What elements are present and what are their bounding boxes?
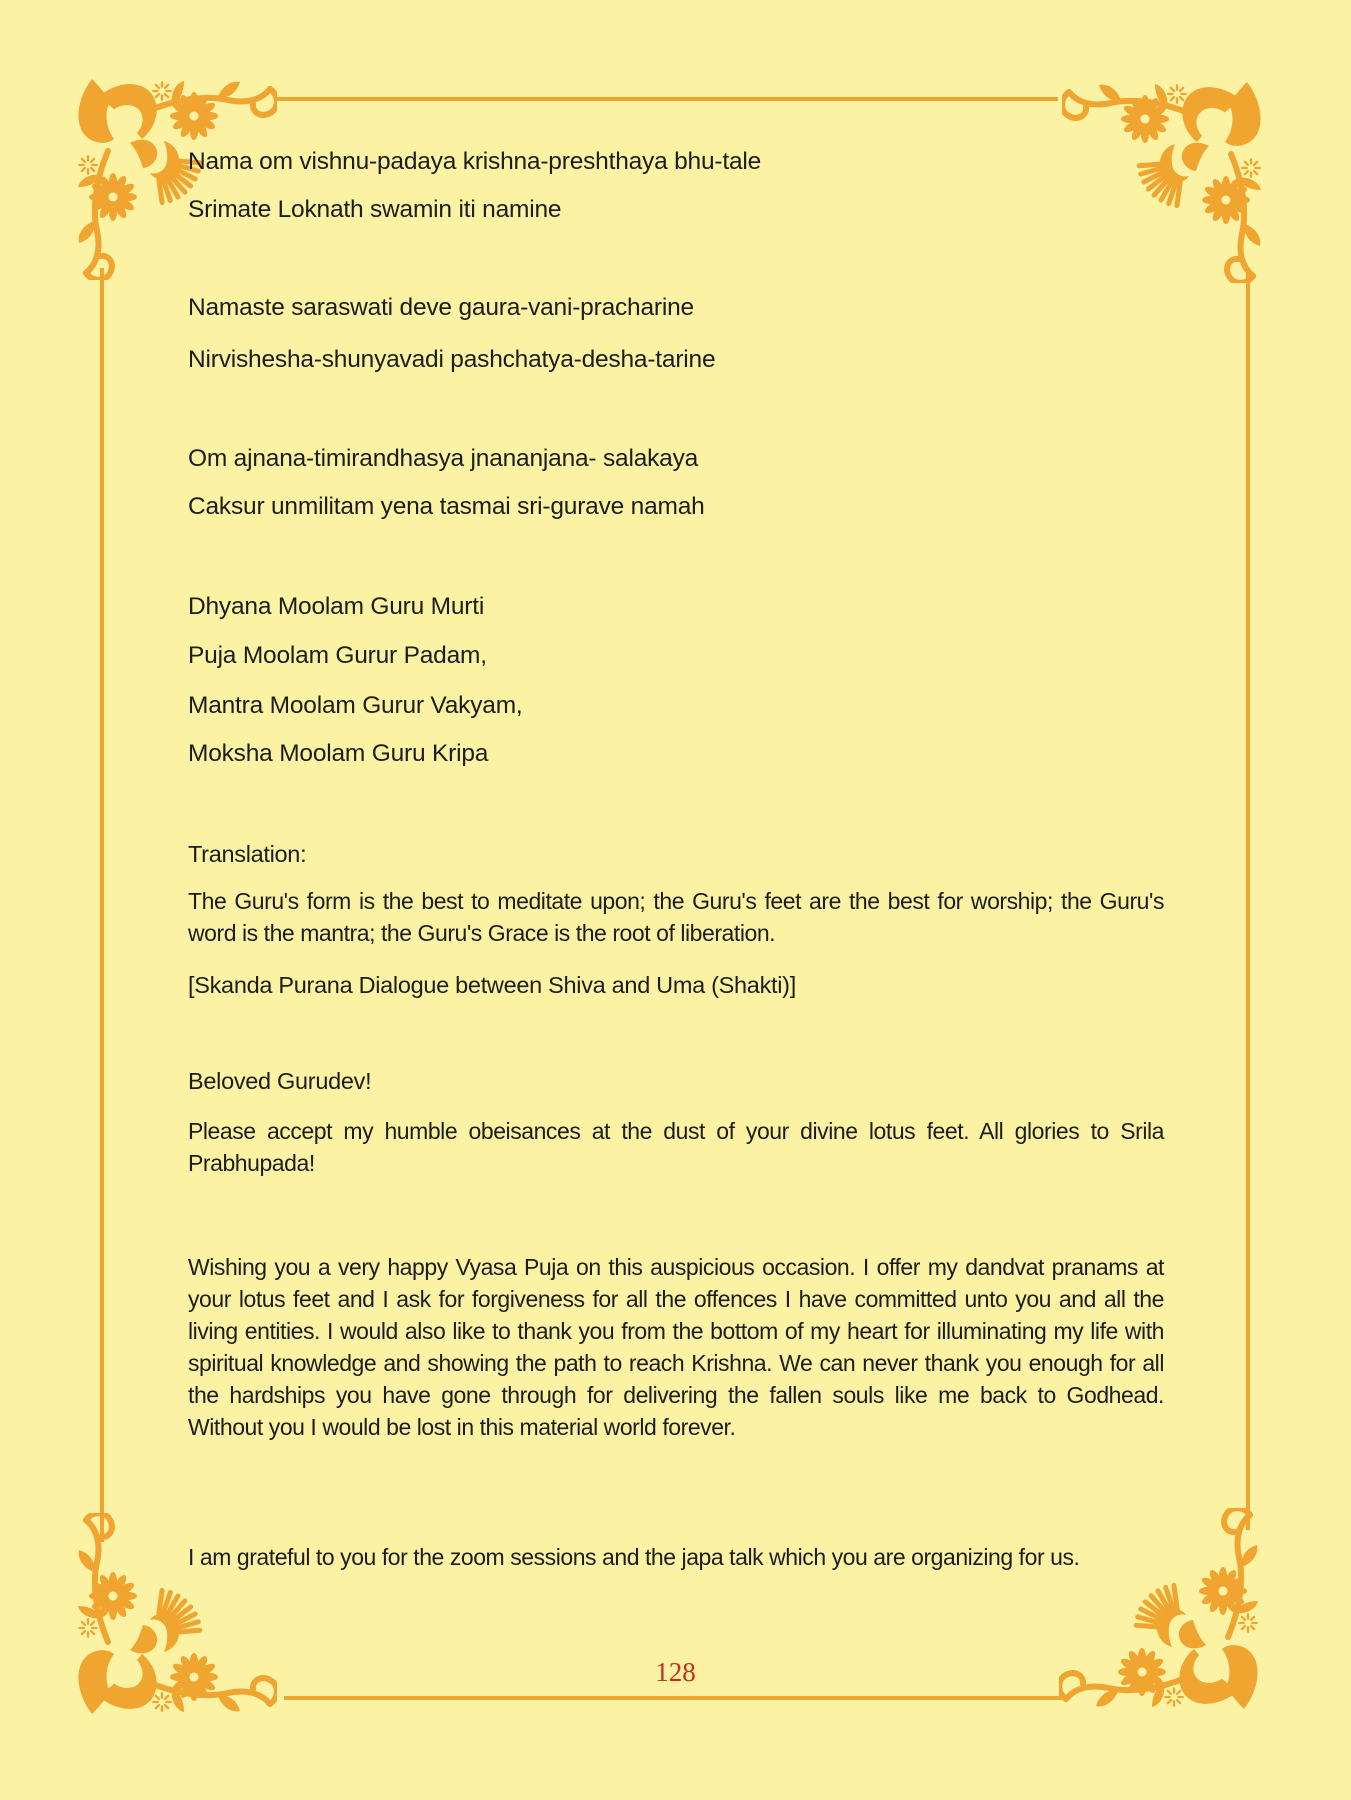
translation-body: The Guru's form is the best to meditate upon; the Guru's feet are the best for worship; the Guru's word is the mantra; the Guru's Grace is the root of liberation. <box>188 888 1164 946</box>
verse-line: Caksur unmilitam yena tasmai sri-gurave namah <box>188 493 705 520</box>
frame-border-bottom <box>284 1696 1070 1700</box>
verse-line: Mantra Moolam Gurur Vakyam, <box>188 692 523 719</box>
frame-border-right <box>1246 268 1250 1530</box>
offering-paragraph: Wishing you a very happy Vyasa Puja on this auspicious occasion. I offer my dandvat pranams at your lotus feet and I ask for forgiveness for all the offences I have committed unto you and all the living entities. I would also like to thank you from the bottom of my heart for illuminating my life with spiritual knowledge and showing the path to reach Krishna. We can never thank you enough for all the hardships you have gone through for delivering the fallen souls like me back to Godhead. Without you I would be lost in this material world forever. <box>188 1254 1164 1440</box>
verse-line: Puja Moolam Gurur Padam, <box>188 642 487 669</box>
salutation: Beloved Gurudev! <box>188 1068 372 1094</box>
verse-line: Nirvishesha-shunyavadi pashchatya-desha-tarine <box>188 346 716 373</box>
verse-line: Moksha Moolam Guru Kripa <box>188 740 489 767</box>
page-number: 128 <box>655 1657 696 1687</box>
verse-line: Om ajnana-timirandhasya jnananjana- salakaya <box>188 445 699 472</box>
frame-border-top <box>277 97 1058 101</box>
frame-border-left <box>100 268 104 1542</box>
translation-source: [Skanda Purana Dialogue between Shiva and Uma (Shakti)] <box>188 972 796 998</box>
verse-line: Dhyana Moolam Guru Murti <box>188 593 485 620</box>
floral-corner-ornament-top-right <box>1062 78 1267 283</box>
gratitude-paragraph: I am grateful to you for the zoom sessions and the japa talk which you are organizing for us. <box>188 1544 1080 1570</box>
verse-line: Namaste saraswati deve gaura-vani-pracharine <box>188 294 694 321</box>
verse-line: Srimate Loknath swamin iti namine <box>188 196 562 223</box>
obeisance-paragraph: Please accept my humble obeisances at the dust of your divine lotus feet. All glories to Srila Prabhupada! <box>188 1118 1164 1176</box>
verse-line: Nama om vishnu-padaya krishna-preshthaya bhu-tale <box>188 148 762 175</box>
floral-corner-ornament-top-left <box>72 75 277 280</box>
translation-label: Translation: <box>188 841 307 867</box>
